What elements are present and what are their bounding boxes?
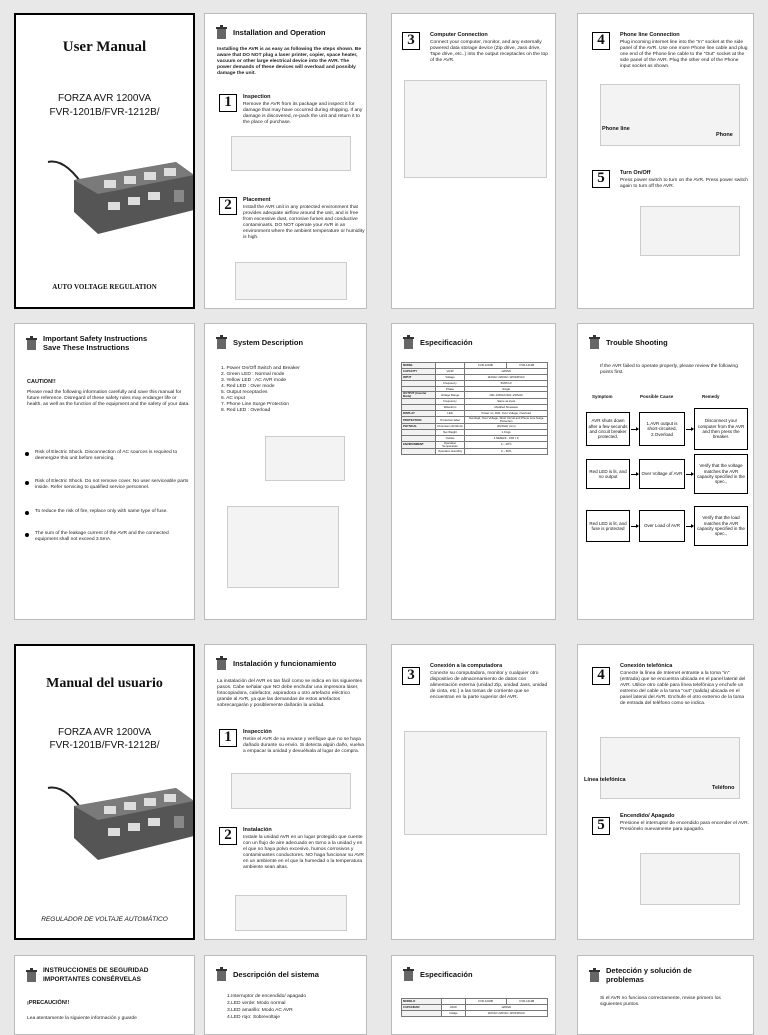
safety-panel-en (14, 323, 195, 620)
system-item: 3.LED amarillo: Modo AC AVR (227, 1008, 293, 1013)
cause-box: Over Load of AVR (639, 510, 685, 542)
safety-bullet: To reduce the risk of fire, replace only with same type of fuse. (35, 509, 168, 514)
symptom-box: Red LED is lit, and fuse is protected (586, 510, 630, 542)
computer-illustration (404, 80, 547, 178)
step-number-1: 1 (219, 729, 237, 747)
system-item: 2. Green LED : Normal mode (221, 372, 285, 377)
step-text: Conecte la línea de Internet entrante a la toma "in" (entrada) que se encuentra ubicada en el panel lateral del AVR. Utilice otro cable para línea telefónica y enchufe un extremo del cable a la toma "out" (salida) ubicada en el panel lateral del AVR. Enchufe el otro extremo de la toma de entrada del teléfono como se indica. (620, 671, 746, 707)
cover-models: FVR-1201B/FVR-1212B/ (49, 740, 160, 751)
step-text: Conecte su computadora, monitor y cualquier otro dispositivo de almacenamiento de datos con alimentación externa (unidad Zip, unidad Jass, unidad de cinta, etc.) a las tomas de corriente que se encuentran en la parte superior del AVR. (430, 671, 548, 701)
switch-illustration (640, 206, 740, 256)
cover-model: FORZA AVR 1200VA (57, 727, 151, 738)
cover-model: FORZA AVR 1200VA (57, 93, 151, 104)
step-text: Remove the AVR from its package and inspect it for damage that may have occurred during shipping. If any damage is discovered, re-pack the unit and return it to the place of purchase. (243, 102, 363, 126)
remedy-box: Verify that the load matches the AVR capacity specified in the spec., (694, 506, 748, 546)
step-text: Retire el AVR de su envase y verifique que no se haya dañado durante su envío. Si detecta algún daño, vuelva a empacar la unidad y devuélvala al lugar de compra. (243, 737, 364, 755)
trouble-panel-es (577, 955, 754, 1035)
cause-box: Over Voltage of AVR (639, 459, 685, 489)
step-title: Inspección (243, 729, 272, 735)
safety-subheading: Save These Instructions (43, 343, 130, 352)
system-item: 4. Red LED : Over mode (221, 384, 275, 389)
caution-label: ¡PRECAUCIÓN!! (27, 1000, 70, 1006)
safety-intro: Lea atentamente la siguiente información y guarde (27, 1016, 137, 1021)
step-title: Encendido/ Apagado (620, 813, 675, 819)
step-number-1: 1 (219, 94, 237, 112)
step-number-2: 2 (219, 197, 237, 215)
step-text: Plug incoming internet line into the "In" socket at the side panel of the AVR. Use one more Phone line cable and plug one end of the Phone line cable to the "Out" socket at the side panel of the AVR. Plug the other end of the Phone input socket as shown. (620, 40, 748, 70)
system-item: 6. AC input (221, 396, 245, 401)
step-title: Computer Connection (430, 32, 488, 38)
remedy-box: Disconnect your computer from the AVR and then press the breaker. (694, 408, 748, 450)
step-number-4: 4 (592, 32, 610, 50)
trash-icon (588, 334, 601, 350)
step-number-2: 2 (219, 827, 237, 845)
step-title: Conexión telefónica (620, 663, 673, 669)
section-heading: Instalación y funcionamiento (233, 658, 337, 668)
step-number-3: 3 (402, 32, 420, 50)
trash-icon (215, 334, 228, 350)
phone-line-label: Phone line (602, 126, 630, 132)
step-text: Presione el interruptor de encendido para encender el AVR. Presiónelo nuevamente para apagarlo. (620, 821, 750, 833)
system-item: 3. Yellow LED : AC AVR mode (221, 378, 287, 383)
cover-title: Manual del usuario (46, 676, 163, 691)
install-intro: Installing the AVR is as easy as following the steps shown. Be aware that DO NOT plug a laser printer, copier, space heater, vacuum or other large electrical device into the AVR. The power demands of these devices will overload and possibly damage the unit. (217, 47, 362, 77)
trouble-intro: If the AVR failed to operate properly, please review the following points first. (600, 364, 738, 376)
install-panel-en (204, 13, 367, 309)
phone-label: Teléfono (712, 785, 735, 791)
symptom-box: AVR shuts down after a few seconds and circuit breaker protected. (586, 412, 630, 446)
system-item: 8. Red LED : Overload (221, 408, 271, 413)
phone-panel-es (577, 644, 754, 940)
computer-illustration (404, 731, 547, 835)
section-heading: Detección y solución de problemas (606, 966, 692, 984)
section-heading: Especificación (420, 969, 473, 979)
section-heading: Descripción del sistema (233, 969, 319, 979)
trash-icon (402, 966, 415, 982)
inspection-illustration (231, 136, 351, 171)
spec-table: MODEL FVR-1201B FVR-1212B CAPACITY VA/W 1200VA INPUT Voltage 110VAC 220VAC 115/230VAC Frequency 50/60 Hz Phase Single OUTPUT (Inverter Mode) Voltage Range 100~130VAC/210~230VAC Frequency Same as input Waveform Modified Sinewave DISPLAY LED Power on, AVR, Over Voltage, Overload PROTECTION Protection label Overload, Over Voltage, Short Circuit and Phone Line Surge Protection PHYSICAL Dimension (DxWxH) (DxWxH) (mm) Net Weight 1.9 kgs Outlets 4 NEMA/6 - 15R x 6 ENVIRONMENT Operation Temperature 0 ~ 40ºC Operation Humidity 0 ~ 90% (401, 362, 548, 455)
inspection-illustration (231, 773, 351, 809)
cover-panel-es (14, 644, 195, 940)
safety-bullet: The sum of the leakage current of the AVR and the connected equipment shall not exceed 3.5mA. (35, 531, 169, 543)
cover-title: User Manual (62, 39, 147, 55)
safety-intro: Please read the following information carefully and save this manual for future reference. Disregard of these safety rules may endanger life or health, as well as the function of the equipment and the safety of your data. (27, 390, 190, 408)
step-text: Press power switch to turn on the AVR. Press power switch again to turn off the AVR. (620, 178, 748, 190)
system-item: 1. Power On/Off Switch and Breaker (221, 366, 300, 371)
step-text: Instale la unidad AVR en un lugar protegido que cuente con un flujo de aire adecuado en torno a la unidad y en el que no haya polvo excesivo, humos corrosivos y contaminantes conductores. NO haga funcionar su AVR en un ambiente en el que la humedad o la temperatura ambiente sean altas. (243, 835, 364, 871)
cover-footer: AUTO VOLTAGE REGULATION (52, 283, 157, 291)
step-title: Phone line Connection (620, 32, 680, 38)
system-item: 4.LED rojo: Sobrevoltaje (227, 1015, 281, 1020)
trash-icon (215, 655, 228, 671)
system-item: 7. Phone Line Surge Protection (221, 402, 289, 407)
trash-icon (215, 24, 228, 40)
caution-label: CAUTION!! (27, 379, 56, 385)
avr-device-image (46, 150, 195, 235)
spec-panel-en (391, 323, 556, 620)
trouble-panel-en (577, 323, 754, 620)
phone-line-label: Línea telefónica (584, 777, 626, 783)
section-heading: Trouble Shooting (606, 337, 668, 347)
cause-box: 1.AVR output is short-circuited, 2.Overload (639, 412, 685, 446)
placement-illustration (235, 262, 347, 300)
step-title: Placement (243, 197, 271, 203)
step-number-3: 3 (402, 667, 420, 685)
system-panel-es (204, 955, 367, 1035)
cover-footer: REGULADOR DE VOLTAJE AUTOMÁTICO (41, 916, 168, 923)
placement-illustration (235, 895, 347, 931)
trouble-intro: Si el AVR no funciona correctamente, revise primero los siguientes puntos. (600, 996, 721, 1008)
safety-panel-es (14, 955, 195, 1035)
trash-icon (402, 334, 415, 350)
step-title: Inspection (243, 94, 271, 100)
section-heading: System Description (233, 337, 304, 347)
col-remedy: Remedy (702, 394, 720, 399)
avr-device-image (46, 776, 195, 861)
avr-top-illustration (227, 506, 339, 588)
install-intro: La instalación del AVR es tan fácil como se indica en los siguientes pasos. Cabe señalar que NO debe enchufar una impresora láser, fotocopiadora, calefactor, aspiradora u otro artefacto eléctrico grande al AVR, ya que las demandas de estos artefactos sobrecargarán y posiblemente dañarán la unidad. (217, 679, 363, 709)
step-number-4: 4 (592, 667, 610, 685)
phone-label: Phone (716, 132, 733, 138)
cover-models: FVR-1201B/FVR-1212B/ (49, 107, 160, 118)
phone-panel-en (577, 13, 754, 309)
col-symptom: Symptom (592, 394, 613, 399)
safety-bullet: Risk of Electric Shock. Disconnection of AC sources is required to deenergize this unit before servicing. (35, 450, 178, 462)
col-cause: Possible Cause (640, 394, 674, 399)
remedy-box: Verify that the voltage matches the AVR capacity specified in the spec., (694, 454, 748, 494)
switch-illustration (640, 853, 740, 905)
safety-heading: INSTRUCCIONES DE SEGURIDAD (43, 967, 149, 974)
system-panel-en (204, 323, 367, 620)
system-item: 2.LED verde: Modo normal (227, 1001, 286, 1006)
trash-icon (588, 967, 601, 983)
trash-icon (25, 967, 38, 983)
safety-subheading: IMPORTANTES CONSÉRVELAS (43, 976, 141, 983)
step-title: Conexión a la computadora (430, 663, 503, 669)
step-text: Install the AVR unit in any protected environment that provides adequate airflow around the unit, and is free from excessive dust, corrosive fumes and conductive contaminants. DO NOT operate your AVR in an environment where the ambient temperature or humidity is high. (243, 205, 365, 241)
step-title: Instalación (243, 827, 272, 833)
cover-panel-en (14, 13, 195, 309)
avr-side-illustration (265, 436, 345, 481)
trash-icon (215, 966, 228, 982)
safety-bullet: Risk of Electric Shock. Do not remove cover. No user serviceable parts inside. Refer servicing to qualified service personnel. (35, 479, 189, 491)
trash-icon (25, 335, 38, 351)
step-text: Connect your computer, monitor, and any externally powered data storage device (Zip drive, Jass drive, Tape drive, etc..) into the output receptacles on the top of the AVR. (430, 40, 548, 64)
spec-table: MODELO FVR-1201B FVR-1212B CAPACIDAD VA/W 1200VA Voltaje 110VAC 220VAC 115/230VAC (401, 998, 548, 1017)
section-heading: Installation and Operation (233, 27, 326, 37)
install-panel-es (204, 644, 367, 940)
computer-panel-es (391, 644, 556, 940)
computer-panel-en (391, 13, 556, 309)
system-item: 1.Interruptor de encendido/ apagado (227, 994, 307, 999)
step-number-5: 5 (592, 817, 610, 835)
spec-panel-es (391, 955, 556, 1035)
step-title: Turn On/Off (620, 170, 651, 176)
safety-heading: Important Safety Instructions (43, 334, 148, 343)
step-number-5: 5 (592, 170, 610, 188)
system-item: 5. Output receptacles (221, 390, 268, 395)
symptom-box: Red LED is lit, and no output (586, 459, 630, 489)
section-heading: Especificación (420, 337, 473, 347)
